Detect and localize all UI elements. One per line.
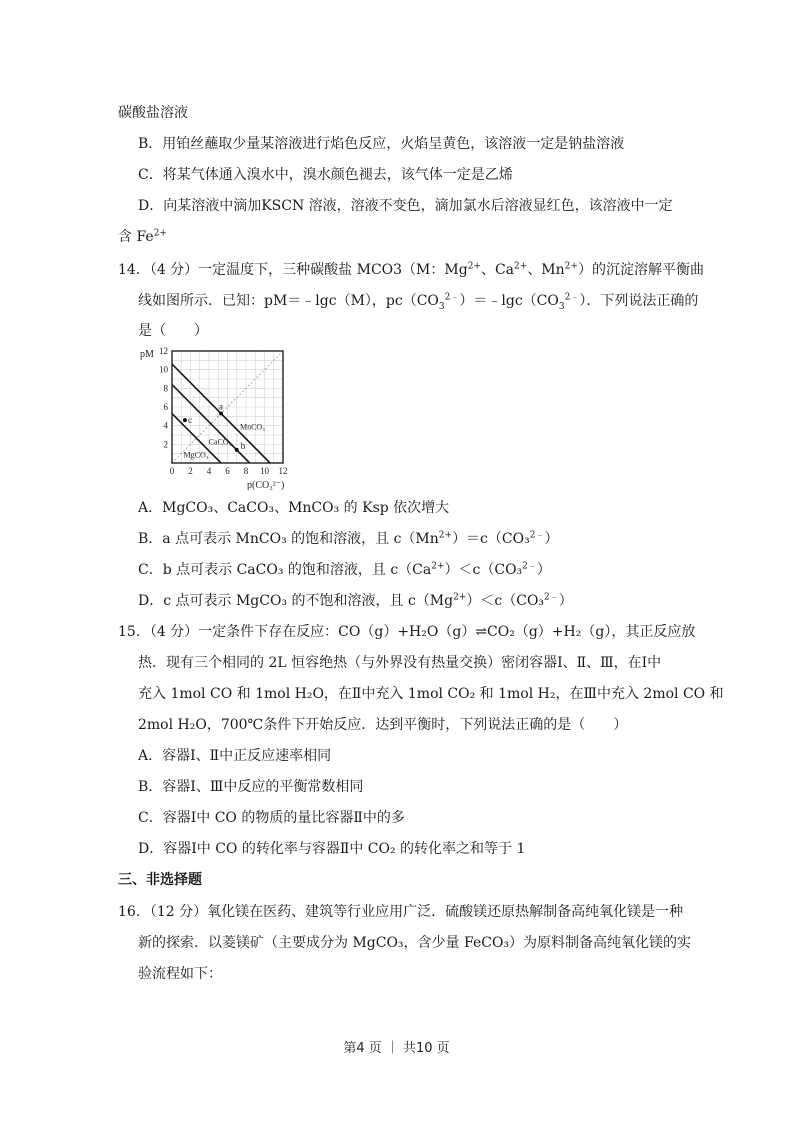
superscript: 2+ (564, 261, 578, 272)
text: ）的沉淀溶解平衡曲 (577, 262, 704, 278)
point-label-c: c (187, 415, 192, 426)
series-label: CaCO₃ (208, 437, 232, 447)
q15-option-b: B．容器Ⅰ、Ⅲ中反应的平衡常数相同 (138, 779, 364, 795)
text: C．b 点可表示 CaCO₃ 的饱和溶液，且 c（Ca (138, 562, 432, 578)
x-axis-label: p(CO₃²⁻) (247, 480, 285, 490)
x-tick-label: 2 (188, 466, 193, 476)
text: ） (536, 562, 551, 578)
prev-option-c: C．将某气体通入溴水中，溴水颜色褪去，该气体一定是乙烯 (138, 167, 513, 183)
text: B．a 点可表示 MnCO₃ 的饱和溶液，且 c（Mn (138, 531, 439, 547)
q15-stem-line-1: 15．（4 分）一定条件下存在反应：CO（g）+H₂O（g）⇌CO₂（g）+H₂（g），其正反应放 (118, 624, 696, 640)
y-tick-label: 10 (159, 364, 168, 375)
prev-option-b: B．用铂丝蘸取少量某溶液进行焰色反应，火焰呈黄色，该溶液一定是钠盐溶液 (138, 136, 625, 152)
y-tick-label: 8 (163, 383, 168, 394)
text: ）＝c（CO₃ (452, 531, 530, 547)
superscript: 2+ (467, 261, 481, 272)
point-a (219, 412, 223, 416)
superscript: 2+ (453, 592, 467, 603)
y-tick-label: 6 (163, 402, 168, 412)
q15-stem-line-2: 热．现有三个相同的 2L 恒容绝热（与外界没有热量交换）密闭容器Ⅰ、Ⅱ、Ⅲ，在Ⅰ中 (138, 655, 662, 671)
text: 14．（4 分）一定温度下，三种碳酸盐 MCO3（M：Mg (118, 262, 468, 278)
series-label: MgCO₃ (183, 450, 209, 460)
text: ） (558, 593, 573, 609)
superscript: 2﹣ (522, 561, 537, 572)
q15-stem-line-4: 2mol H₂O，700℃条件下开始反应．达到平衡时，下列说法正确的是（ ） (138, 717, 628, 733)
point-c (183, 418, 187, 422)
q15-option-c: C．容器Ⅰ中 CO 的物质的量比容器Ⅱ中的多 (138, 810, 405, 826)
q14-stem-line-3: 是（ ） (138, 323, 208, 339)
x-tick-label: 6 (225, 466, 230, 476)
q15-stem-line-3: 充入 1mol CO 和 1mol H₂O，在Ⅱ中充入 1mol CO₂ 和 1mol H₂，在Ⅲ中充入 2mol CO 和 (138, 686, 724, 702)
point-label-b: b (240, 440, 246, 451)
x-tick-label: 8 (243, 466, 249, 476)
point-label-a: a (219, 401, 224, 412)
q14-option-c (138, 561, 551, 579)
q14-stem-line-1 (118, 261, 704, 279)
text: ） (544, 531, 559, 547)
q14-option-b (138, 530, 558, 548)
point-b (235, 448, 239, 452)
text: 线如图所示．已知：pM＝﹣lgc（M），pc（CO (138, 293, 439, 309)
superscript: 2﹣ (529, 530, 545, 541)
x-tick-label: 0 (169, 466, 175, 476)
q14-option-a: A．MgCO₃、CaCO₃、MnCO₃ 的 Ksp 依次增大 (138, 500, 450, 516)
q14-stem-line-2 (138, 292, 698, 310)
text: 含 Fe (118, 229, 154, 245)
page-footer: 第4 页 ｜ 共10 页 (343, 1041, 450, 1056)
subscript: 3 (438, 301, 445, 312)
q14-option-d (138, 592, 573, 610)
section-heading: 三、非选择题 (118, 872, 202, 888)
x-tick-label: 4 (206, 466, 212, 476)
subscript: 3 (558, 301, 565, 312)
text: ）＝﹣lgc（CO (459, 293, 559, 309)
y-axis-label: pM (140, 349, 154, 360)
x-tick-label: 10 (260, 466, 269, 476)
q15-option-a: A．容器Ⅰ、Ⅱ中正反应速率相同 (138, 748, 332, 764)
q16-stem-line-2: 新的探索．以菱镁矿（主要成分为 MgCO₃，含少量 FeCO₃）为原料制备高纯氧化镁的实 (138, 935, 692, 951)
superscript: 2﹣ (444, 292, 460, 303)
prev-option-d: D．向某溶液中滴加KSCN 溶液，溶液不变色，滴加氯水后溶液显红色，该溶液中一定 (138, 198, 673, 214)
text: ）＜c（CO₃ (466, 593, 545, 609)
q16-stem-line-1: 16．（12 分）氧化镁在医药、建筑等行业应用广泛．硫酸镁还原热解制备高纯氧化镁是一种 (118, 904, 684, 920)
text: 、Ca (480, 262, 515, 278)
y-tick-label: 12 (159, 346, 168, 356)
text: ）．下列说法正确的 (579, 293, 699, 309)
solubility-chart (130, 340, 300, 490)
q15-option-d: D．容器Ⅰ中 CO 的转化率与容器Ⅱ中 CO₂ 的转化率之和等于 1 (138, 841, 526, 857)
x-tick-label: 12 (278, 466, 288, 476)
prev-option-a-tail: 碳酸盐溶液 (118, 105, 188, 121)
superscript: 2+ (431, 561, 445, 572)
superscript: 2﹣ (564, 292, 580, 303)
y-tick-label: 2 (163, 439, 168, 450)
y-tick-label: 4 (163, 420, 168, 431)
text: D．c 点可表示 MgCO₃ 的不饱和溶液，且 c（Mg (138, 593, 454, 609)
prev-option-d-cont (118, 228, 167, 246)
superscript: 2+ (153, 228, 167, 239)
q16-stem-line-3: 验流程如下： (138, 966, 222, 982)
superscript: 2﹣ (544, 592, 559, 603)
superscript: 2+ (438, 530, 453, 541)
superscript: 2+ (514, 261, 528, 272)
series-label: MnCO₃ (239, 422, 265, 432)
text: ）＜c（CO₃ (444, 562, 523, 578)
text: 、Mn (527, 262, 565, 278)
